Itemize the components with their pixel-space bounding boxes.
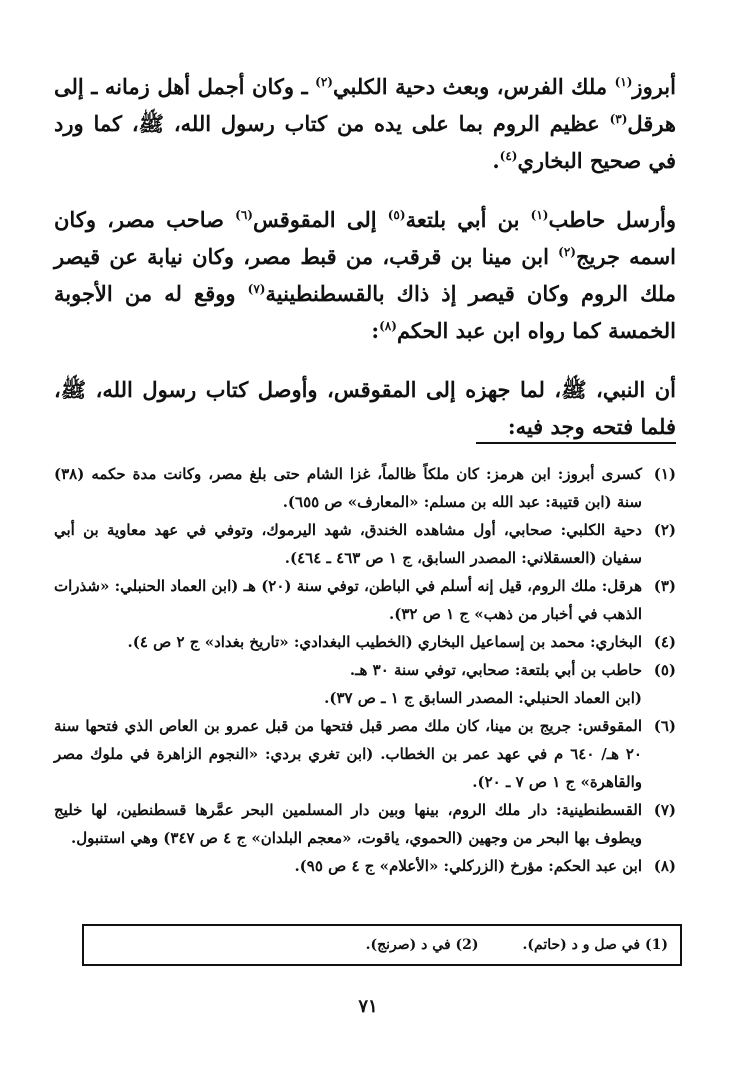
paragraph-text: عظيم الروم بما على يده من كتاب رسول الله، ﷺ، كما ورد في صحيح البخاري — [54, 111, 676, 173]
footnote-reference: (١) — [530, 208, 549, 222]
paragraph-text: أن النبي، ﷺ، لما جهزه إلى المقوقس، وأوصل كتاب رسول الله، ﷺ، فلما فتحه وجد فيه: — [54, 377, 676, 439]
footnote — [54, 516, 676, 572]
editorial-notes-box — [82, 924, 682, 966]
paragraph — [54, 371, 676, 445]
footnote-text: حاطب بن أبي بلتعة: صحابي، توفي سنة ٣٠ هـ. — [349, 661, 642, 679]
paragraph-text: ـ وكان أجمل أهل زمانه ـ إلى هرقل — [54, 74, 676, 136]
footnote-reference: (٦) — [235, 208, 253, 222]
paragraph — [54, 201, 676, 349]
paragraph-text: ابن مينا بن قرقب، من قبط مصر، وكان نيابة عن قيصر ملك الروم وكان قيصر إذ ذاك بالقسطنطينية — [54, 244, 676, 306]
footnote-number: (٧) — [653, 801, 676, 819]
footnote-reference: (٨) — [379, 319, 397, 333]
footnote-reference: (٥) — [387, 208, 406, 222]
footnote-reference: (٣) — [609, 112, 628, 126]
footnote-text: كسرى أبروز: ابن هرمز: كان ملكاً ظالماً، غزا الشام حتى بلغ مصر، وكانت مدة حكمه (٣٨) سنة (ابن قتيبة: عبد الله بن مسلم: «المعارف» ص ٦٥٥). — [54, 465, 642, 511]
footnote-text: المقوقس: جريج بن مينا، كان ملك مصر قبل فتحها من قبل عمرو بن العاص الذي فتحها سنة ٢٠ هـ/ ٦٤٠ م في عهد عمر بن الخطاب. (ابن تغري بردي: «النجوم الزاهرة في ملوك مصر والقاهرة» ج ١ ص ٧ ـ ٢٠). — [54, 717, 642, 791]
footnote-text: القسطنطينية: دار ملك الروم، بينها وبين دار المسلمين البحر عمَّرها قسطنطين، لها خليج ويطوف بها البحر من وجهين (الحموي، ياقوت، «معجم البلدان» ج ٤ ص ٣٤٧) وهي استنبول. — [54, 801, 642, 847]
paragraph-text: بن أبي بلتعة — [405, 207, 531, 232]
footnote-number: (٤) — [653, 633, 676, 651]
editorial-note: (1) في صل و د (حاتم). — [522, 937, 668, 953]
footnote-number: (١) — [653, 465, 676, 483]
paragraph — [54, 68, 676, 179]
footnote-text: البخاري: محمد بن إسماعيل البخاري (الخطيب البغدادي: «تاريخ بغداد» ج ٢ ص ٤). — [127, 633, 642, 651]
paragraph-text: صاحب مصر، وكان اسمه جريج — [54, 207, 676, 269]
footnote-text: (ابن العماد الحنبلي: المصدر السابق ج ١ ـ ص ٣٧). — [324, 689, 642, 707]
footnote — [54, 572, 676, 628]
footnote-number: (٥) — [653, 661, 676, 679]
footnote — [54, 796, 676, 852]
footnote — [54, 628, 676, 656]
paragraph-text: وأرسل حاطب — [548, 207, 676, 232]
footnote-number: (٦) — [653, 717, 676, 735]
paragraph-text: ملك الفرس، وبعث دحية الكلبي — [332, 74, 615, 99]
footnote — [54, 852, 676, 880]
footnote-number: (٣) — [653, 577, 676, 595]
editorial-note: (2) في د (صرنج). — [365, 937, 479, 953]
footnote-number: (٢) — [653, 521, 676, 539]
paragraph-text: أبروز — [632, 74, 676, 99]
paragraph-text: إلى المقوقس — [252, 207, 388, 232]
footnote-text: دحية الكلبي: صحابي، أول مشاهده الخندق، شهد اليرموك، وتوفي في عهد معاوية بن أبي سفيان (العسقلاني: المصدر السابق، ج ١ ص ٤٦٣ ـ ٤٦٤). — [54, 521, 642, 567]
footnote-reference: (٢) — [315, 75, 333, 89]
paragraph-text: ووقع له من الأجوبة الخمسة كما رواه ابن عبد الحكم — [54, 281, 676, 343]
footnote — [54, 656, 676, 684]
footnote-text: ابن عبد الحكم: مؤرخ (الزركلي: «الأعلام» ج ٤ ص ٩٥). — [294, 857, 642, 875]
footnote-number: (٨) — [653, 857, 676, 875]
footnote-reference: (٧) — [247, 282, 266, 296]
footnote — [54, 684, 676, 712]
footnote-reference: (٤) — [499, 149, 518, 163]
footnote-reference: (١) — [614, 75, 633, 89]
paragraph-text: . — [492, 148, 500, 173]
footnote-text: هرقل: ملك الروم، قيل إنه أسلم في الباطن، توفي سنة (٢٠) هـ (ابن العماد الحنبلي: «شذرات الذهب في أخبار من ذهب» ج ١ ص ٣٢). — [54, 577, 642, 623]
footnote-separator — [476, 442, 676, 444]
footnote — [54, 460, 676, 516]
footnotes-list — [54, 460, 676, 880]
page-number: ٧١ — [358, 996, 378, 1017]
footnote-reference: (٢) — [558, 245, 576, 259]
footnote — [54, 712, 676, 796]
paragraph-text: : — [371, 318, 380, 343]
main-text — [54, 68, 676, 467]
